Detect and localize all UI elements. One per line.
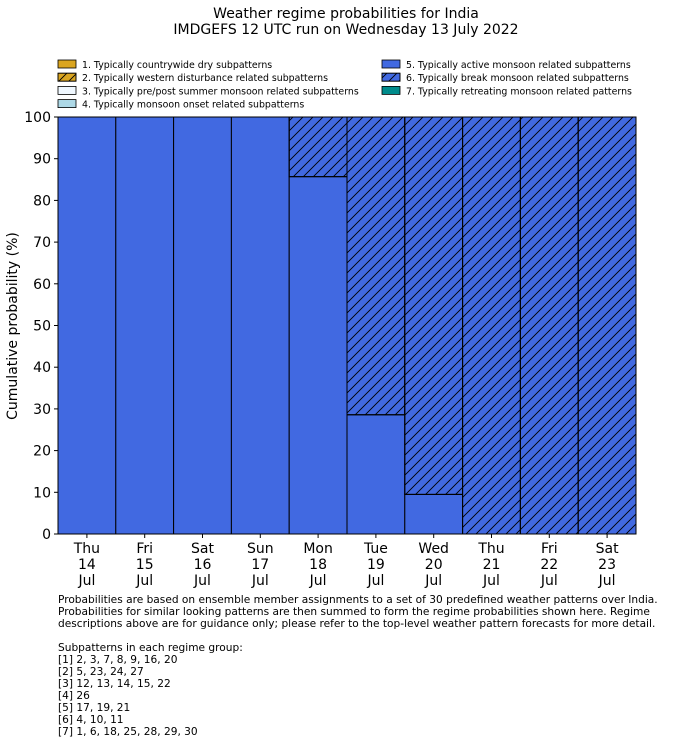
bar-segment [174, 117, 232, 534]
note-line: Probabilities for similar looking patterns are then summed to form the regime probabilities shown here. Regime [58, 606, 650, 618]
group-line: [5] 17, 19, 21 [58, 702, 131, 714]
y-tick-label: 50 [33, 318, 51, 335]
x-tick-label: 23 [598, 557, 617, 573]
x-tick-label: 21 [482, 557, 501, 573]
y-axis-label: Cumulative probability (%) [5, 232, 21, 420]
x-tick-label: Jul [367, 573, 385, 589]
legend-label: 2. Typically western disturbance related subpatterns [82, 73, 329, 85]
x-tick-label: Sun [246, 541, 274, 557]
group-line: [7] 1, 6, 18, 25, 28, 29, 30 [58, 726, 198, 738]
x-tick-label: 20 [424, 557, 443, 573]
y-tick-label: 0 [42, 527, 51, 543]
x-tick-label: 16 [193, 557, 212, 573]
group-line: [2] 5, 23, 24, 27 [58, 666, 144, 678]
x-tick-label: 17 [251, 557, 270, 573]
legend-swatch [58, 86, 76, 94]
x-tick-label: Mon [303, 541, 333, 557]
y-tick-label: 20 [33, 443, 51, 460]
y-tick-label: 10 [33, 485, 51, 502]
y-tick-label: 100 [24, 110, 51, 126]
x-tick-label: Jul [425, 573, 443, 589]
bar-segment-hatch [289, 117, 347, 177]
notes-block [58, 594, 658, 738]
x-tick-label: Jul [483, 573, 500, 589]
group-line: [3] 12, 13, 14, 15, 22 [58, 678, 171, 690]
bar-segment [405, 494, 463, 534]
x-tick-label: Jul [598, 573, 616, 589]
legend-label: 3. Typically pre/post summer monsoon related subpatterns [82, 86, 359, 98]
group-line: [6] 4, 10, 11 [58, 714, 124, 726]
chart-title: Weather regime probabilities for India [213, 6, 479, 22]
x-tick-label: Fri [136, 541, 154, 557]
legend-label: 5. Typically active monsoon related subpatterns [406, 60, 631, 71]
legend-swatch [382, 60, 400, 68]
legend-swatch [58, 100, 76, 108]
bars-group [58, 117, 636, 534]
x-tick-label: Sat [595, 541, 619, 557]
x-tick-label: Jul [251, 573, 269, 589]
x-tick-label: 22 [540, 557, 559, 573]
x-tick-label: Jul [540, 573, 558, 589]
x-tick-label: 19 [366, 557, 385, 573]
x-tick-label: Thu [478, 541, 505, 557]
chart-subtitle: IMDGEFS 12 UTC run on Wednesday 13 July 2022 [173, 22, 519, 38]
bar-segment-hatch [405, 117, 463, 494]
legend-label: 7. Typically retreating monsoon related patterns [406, 86, 632, 98]
bar-segment [289, 177, 347, 534]
legend-swatch [382, 86, 400, 94]
legend-label: 4. Typically monsoon onset related subpatterns [82, 99, 305, 111]
x-tick-label: Jul [194, 573, 211, 589]
y-tick-label: 70 [33, 235, 51, 252]
x-tick-label: Fri [540, 541, 558, 557]
bar-segment-hatch [347, 117, 405, 415]
x-tick-label: 18 [309, 557, 328, 573]
bar-segment [116, 117, 174, 534]
note-line: Probabilities are based on ensemble member assignments to a set of 30 predefined weather patterns over India. [58, 594, 658, 606]
legend-swatch-hatch [58, 73, 76, 81]
group-line: [1] 2, 3, 7, 8, 9, 16, 20 [58, 654, 178, 666]
x-tick-label: Sat [191, 541, 214, 557]
bar-segment [58, 117, 116, 534]
legend-swatch [58, 60, 76, 68]
legend-swatch-hatch [382, 73, 400, 81]
bar-segment [231, 117, 289, 534]
y-tick-label: 40 [33, 360, 51, 377]
legend [58, 60, 632, 111]
x-tick-label: Thu [73, 541, 101, 557]
x-tick-label: Jul [136, 573, 154, 589]
y-tick-label: 60 [33, 276, 51, 293]
x-tick-label: Jul [78, 573, 96, 589]
bar-segment-hatch [578, 117, 636, 534]
note-line: descriptions above are for guidance only; please refer to the top-level weather pattern forecasts for more detail. [58, 618, 656, 630]
group-line: [4] 26 [58, 690, 90, 702]
x-tick-label: Wed [418, 541, 449, 557]
y-tick-label: 80 [33, 193, 51, 210]
bar-segment-hatch [520, 117, 578, 534]
bar-segment-hatch [463, 117, 521, 534]
legend-label: 1. Typically countrywide dry subpatterns [82, 60, 273, 71]
y-tick-label: 30 [33, 401, 51, 418]
bar-segment [347, 415, 405, 534]
x-tick-label: Jul [309, 573, 327, 589]
legend-label: 6. Typically break monsoon related subpatterns [406, 73, 629, 85]
groups-heading: Subpatterns in each regime group: [58, 642, 243, 654]
x-tick-label: Tue [363, 541, 388, 557]
x-tick-label: 15 [135, 557, 154, 573]
y-tick-label: 90 [33, 151, 51, 168]
x-tick-label: 14 [77, 557, 96, 573]
